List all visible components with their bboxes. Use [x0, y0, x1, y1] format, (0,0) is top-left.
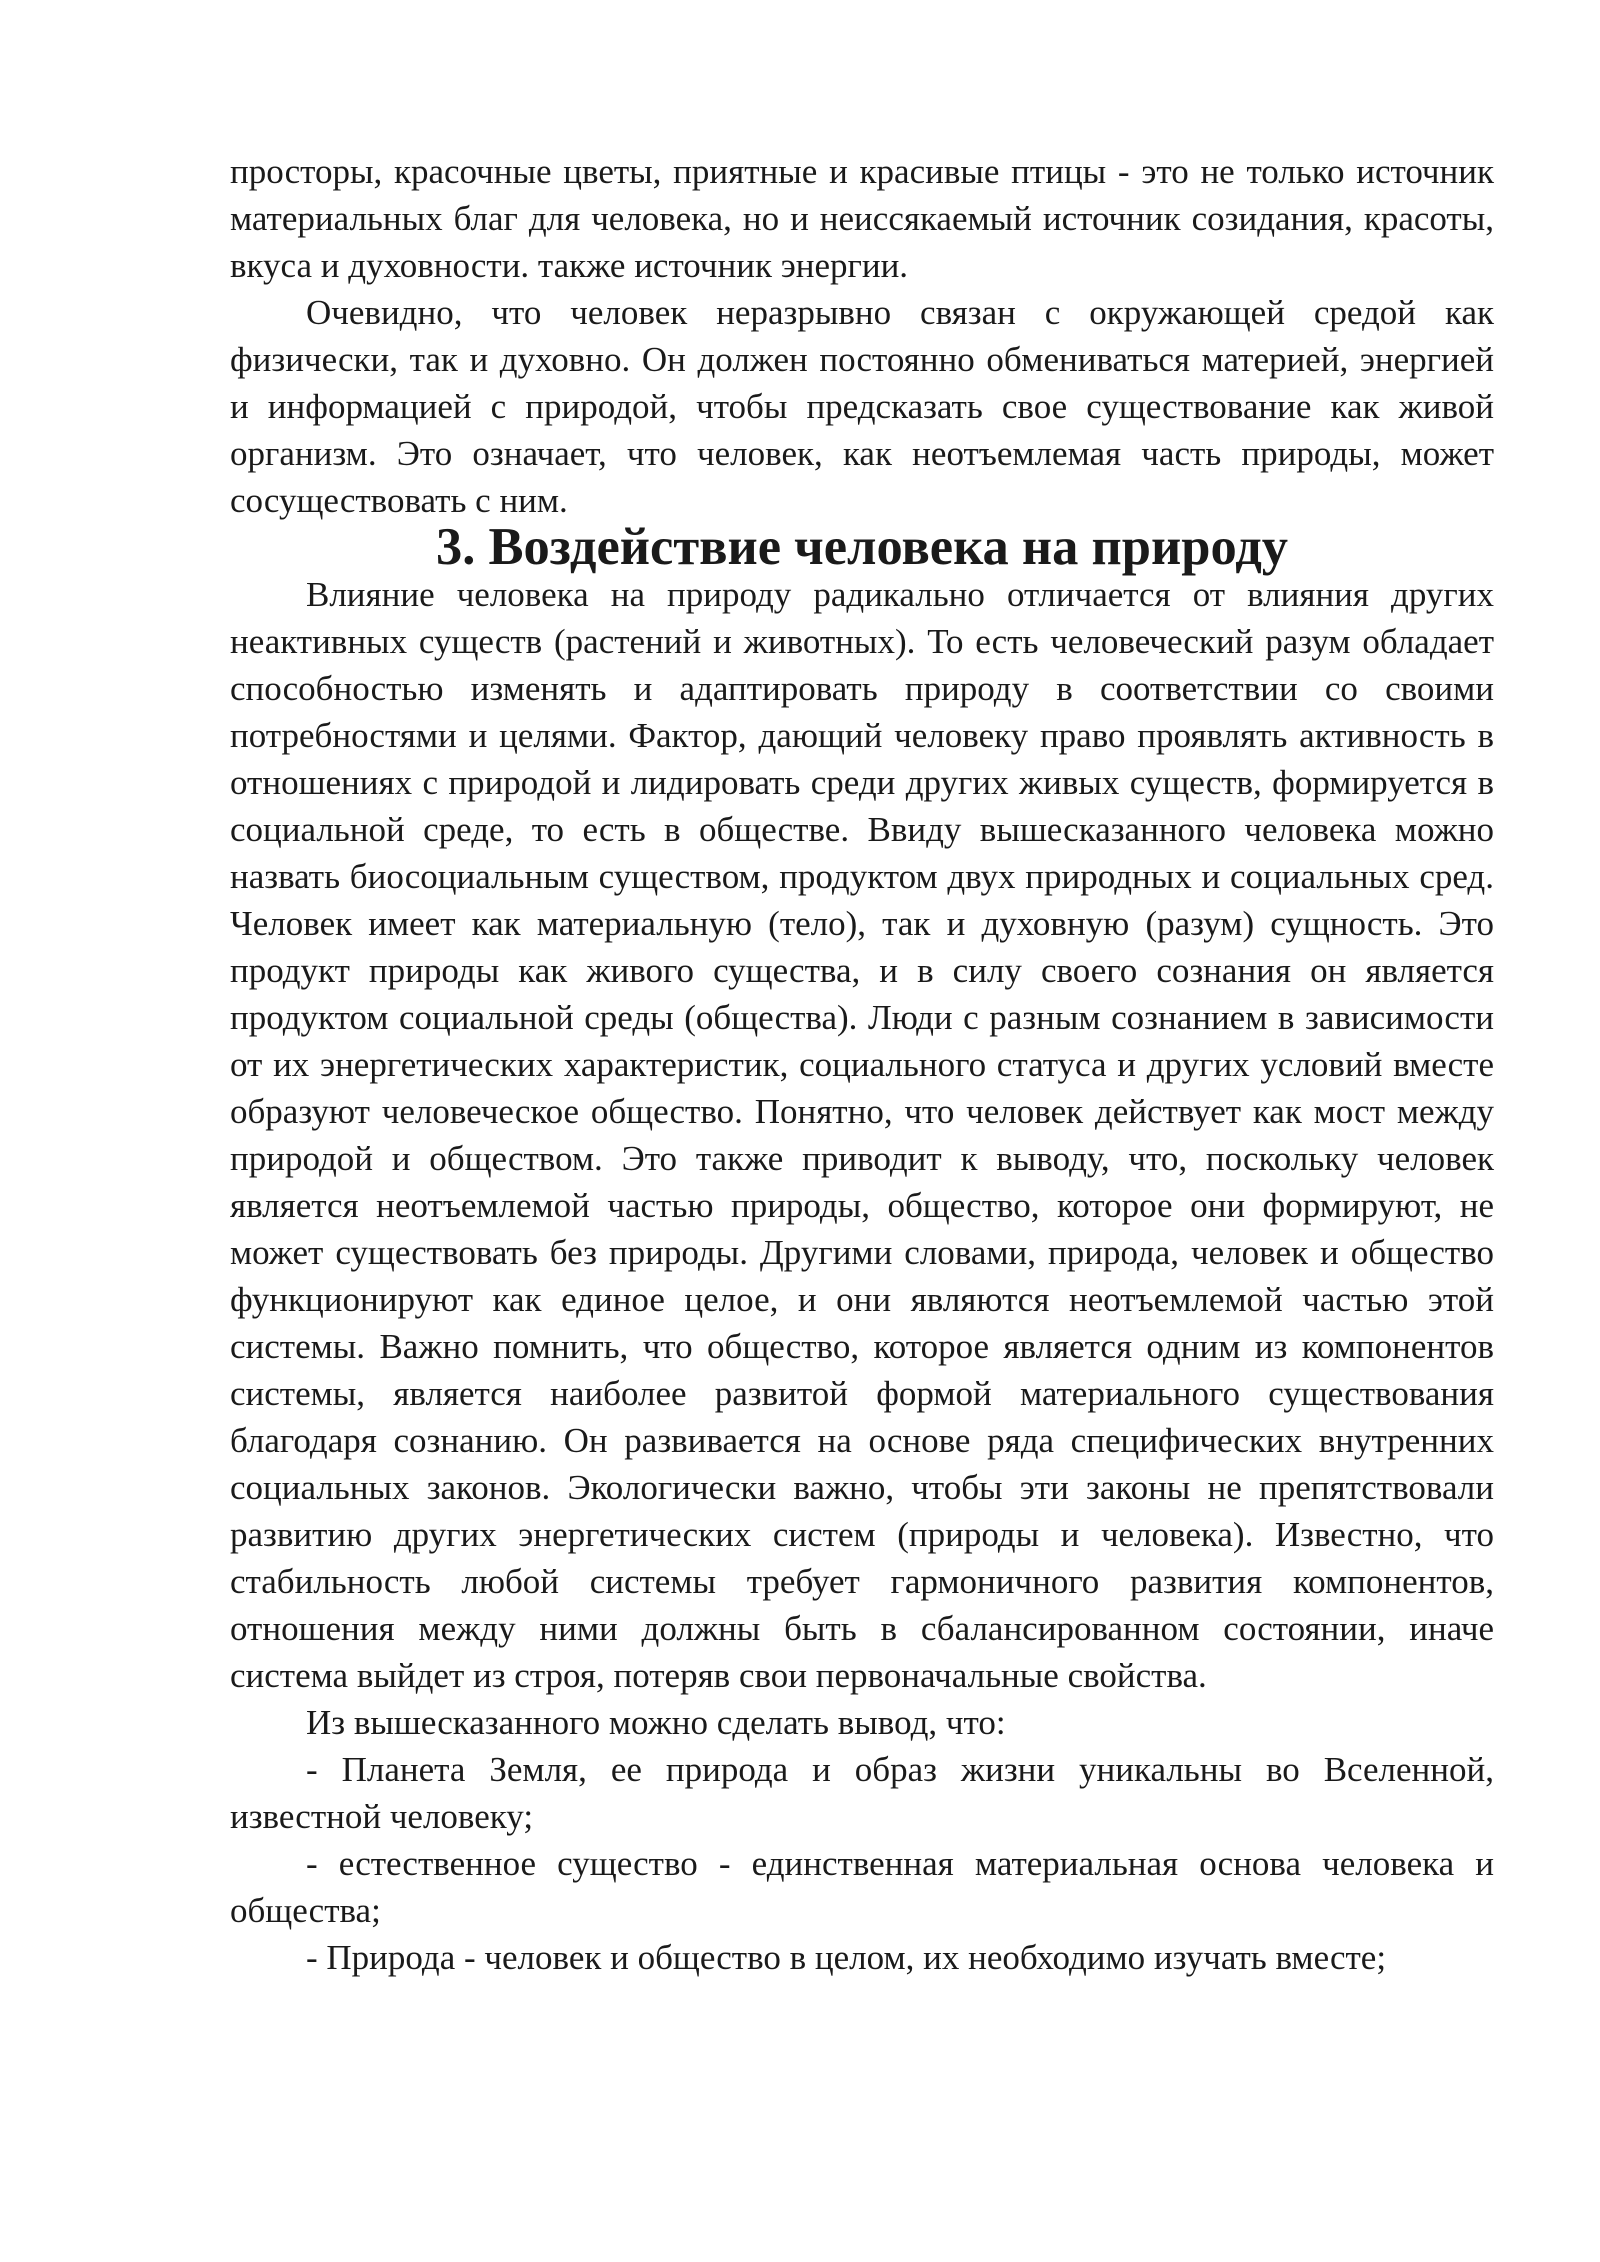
list-item-planet-earth: - Планета Земля, ее природа и образ жизни уникальны во Вселенной, известной человеку; — [230, 1750, 1494, 1836]
section-heading: 3. Воздействие человека на природу — [436, 518, 1288, 576]
paragraph-conclusion-intro: Из вышесказанного можно сделать вывод, что: — [306, 1703, 1006, 1742]
paragraph-human-impact: Влияние человека на природу радикально отличается от влияния других неактивных существ (растений и животных). То есть человеческий разум обладает способностью изменять и адаптировать природу в соответствии со своими потребностями и целями. Фактор, дающий человеку право проявлять активность в отношениях с природой и лидировать среди других живых существ, формируется в социальной среде, то есть в обществе. Ввиду вышесказанного человека можно назвать биосоциальным существом, продуктом двух природных и социальных сред. Человек имеет как материальную (тело), так и духовную (разум) сущность. Это продукт природы как живого существа, и в силу своего сознания он является продуктом социальной среды (общества). Люди с разным сознанием в зависимости от их энергетических характеристик, социального статуса и других условий вместе образуют человеческое общество. Понятно, что человек действует как мост между природой и обществом. Это также приводит к выводу, что, поскольку человек является неотъемлемой частью природы, общество, которое они формируют, не может существовать без природы. Другими словами, природа, человек и общество функционируют как единое целое, и они являются неотъемлемой частью этой системы. Важно помнить, что общество, которое является одним из компонентов системы, является наиболее развитой формой материального существования благодаря сознанию. Он развивается на основе ряда специфических внутренних социальных законов. Экологически важно, чтобы эти законы не препятствовали развитию других энергетических систем (природы и человека). Известно, что стабильность любой системы требует гармоничного развития компонентов, отношения между ними должны быть в сбалансированном состоянии, иначе система выйдет из строя, потеряв свои первоначальные свойства. — [230, 575, 1494, 1695]
paragraph-human-environment: Очевидно, что человек неразрывно связан с окружающей средой как физически, так и духовно. Он должен постоянно обмениваться материей, энергией и информацией с природой, чтобы предсказать свое существование как живой организм. Это означает, что человек, как неотъемлемая часть природы, может сосуществовать с ним. — [230, 293, 1494, 520]
list-item-natural-being: - естественное существо - единственная материальная основа человека и общества; — [230, 1844, 1494, 1930]
list-item-nature-society: - Природа - человек и общество в целом, их необходимо изучать вместе; — [306, 1938, 1387, 1977]
paragraph-intro-continuation: просторы, красочные цветы, приятные и красивые птицы - это не только источник материальных благ для человека, но и неиссякаемый источник созидания, красоты, вкуса и духовности. также источник энергии. — [230, 152, 1494, 285]
document-page — [230, 148, 1494, 1981]
